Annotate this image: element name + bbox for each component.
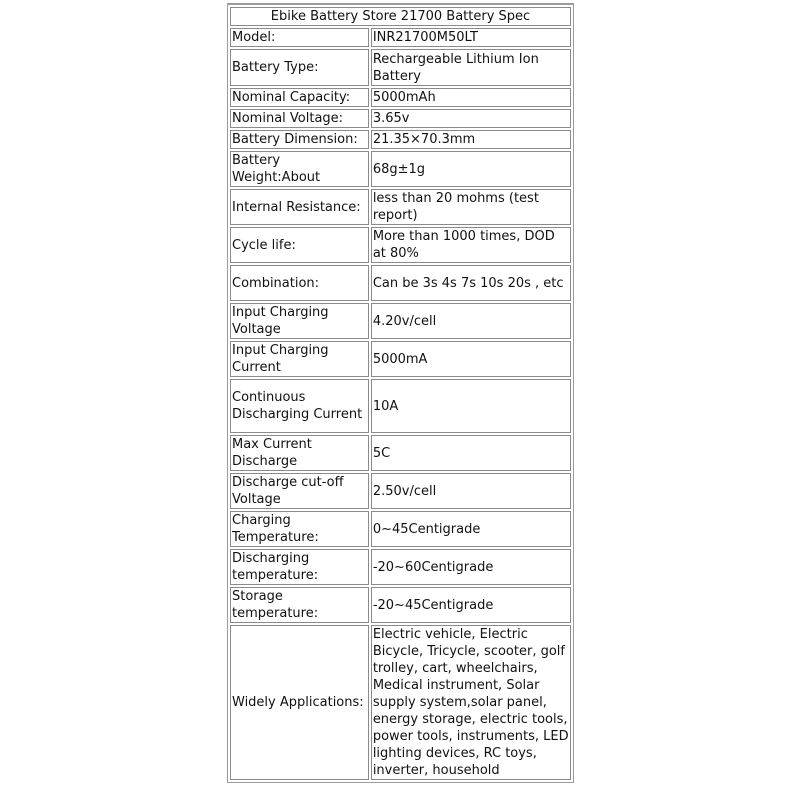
spec-value: Rechargeable Lithium Ion Battery [371,49,571,86]
table-row [230,151,571,187]
spec-label: Continuous Discharging Current [230,379,369,433]
spec-label: Input Charging Current [230,341,369,377]
spec-value: More than 1000 times, DOD at 80% [371,227,571,263]
spec-value: -20~60Centigrade [371,549,571,585]
spec-label: Input Charging Voltage [230,303,369,339]
spec-value: Can be 3s 4s 7s 10s 20s , etc [371,265,571,301]
table-row [230,625,571,780]
table-row [230,341,571,377]
table-row [230,49,571,86]
spec-value: 2.50v/cell [371,473,571,509]
table-row [230,28,571,47]
spec-value: 10A [371,379,571,433]
table-row [230,130,571,149]
table-row [230,109,571,128]
spec-label: Nominal Voltage: [230,109,369,128]
spec-label: Charging Temperature: [230,511,369,547]
spec-value: 5000mAh [371,88,571,107]
table-row [230,435,571,471]
table-title: Ebike Battery Store 21700 Battery Spec [230,7,571,26]
spec-label: Discharging temperature: [230,549,369,585]
table-row [230,587,571,623]
spec-label: Nominal Capacity: [230,88,369,107]
table-row [230,88,571,107]
table-row [230,265,571,301]
spec-label: Combination: [230,265,369,301]
spec-value: Electric vehicle, Electric Bicycle, Tricycle, scooter, golf trolley, cart, wheelchairs, Medical instrument, Solar supply system,solar panel, energy storage, electric tools, power tools, instruments, LED lighting devices, RC toys, inverter, household [371,625,571,780]
battery-spec-table-container [227,4,574,783]
table-title-row [230,7,571,26]
table-row [230,303,571,339]
spec-value: INR21700M50LT [371,28,571,47]
spec-value: 4.20v/cell [371,303,571,339]
table-row [230,189,571,225]
table-row [230,227,571,263]
table-row [230,473,571,509]
spec-label: Internal Resistance: [230,189,369,225]
spec-label: Battery Weight:About [230,151,369,187]
spec-value: 3.65v [371,109,571,128]
spec-value: 21.35×70.3mm [371,130,571,149]
battery-spec-table [227,4,574,783]
spec-label: Model: [230,28,369,47]
spec-value: -20~45Centigrade [371,587,571,623]
spec-value: 5000mA [371,341,571,377]
table-row [230,379,571,433]
spec-label: Battery Type: [230,49,369,86]
spec-value: 0~45Centigrade [371,511,571,547]
spec-value: less than 20 mohms (test report) [371,189,571,225]
table-row [230,549,571,585]
spec-value: 5C [371,435,571,471]
spec-label: Battery Dimension: [230,130,369,149]
table-row [230,511,571,547]
spec-label: Storage temperature: [230,587,369,623]
spec-label: Widely Applications: [230,625,369,780]
spec-label: Discharge cut-off Voltage [230,473,369,509]
spec-value: 68g±1g [371,151,571,187]
spec-label: Max Current Discharge [230,435,369,471]
spec-label: Cycle life: [230,227,369,263]
